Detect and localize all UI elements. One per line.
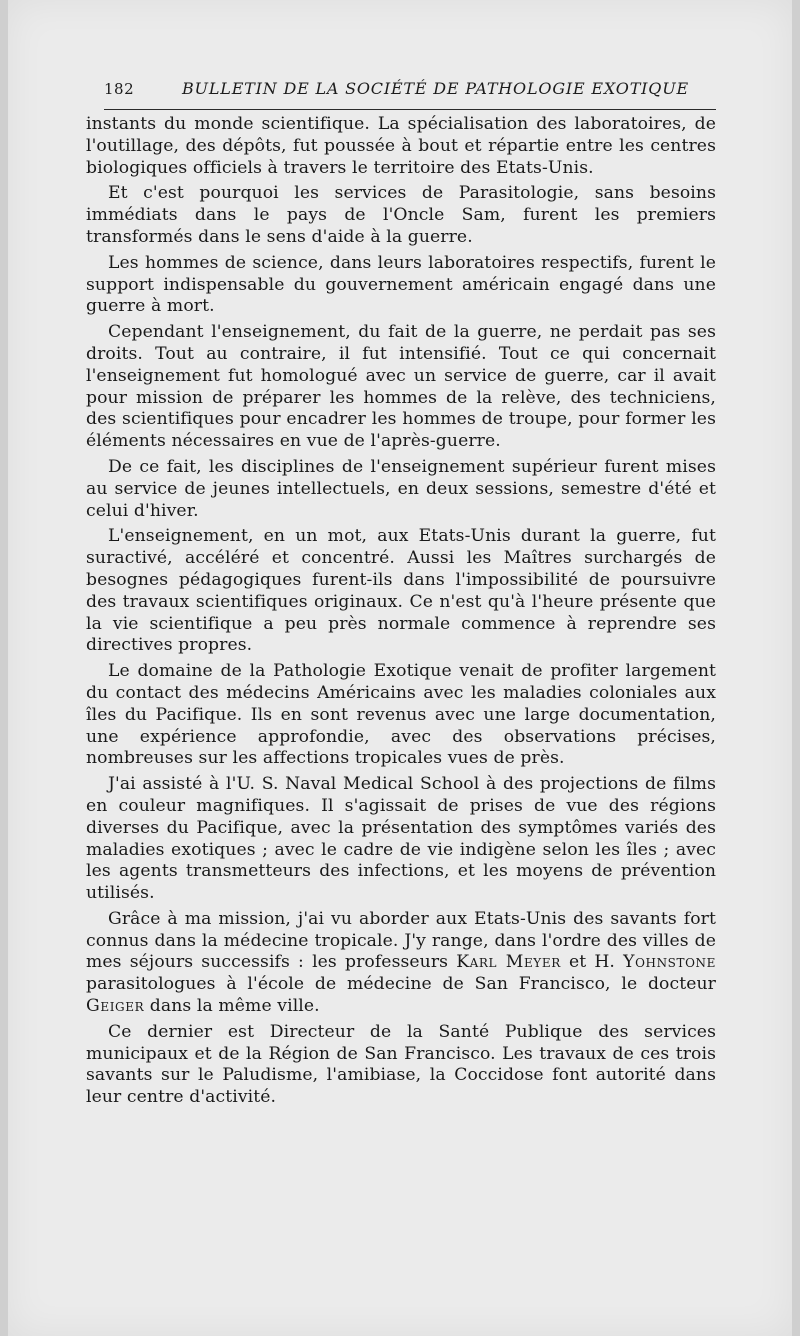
page-header (104, 76, 716, 108)
header-rule (104, 109, 716, 110)
paragraph: Et c'est pourquoi les services de Parasitologie, sans besoins immédiats dans le pays de l'Oncle Sam, furent les premiers transformés dans le sens d'aide à la guerre. (86, 183, 716, 247)
paragraph: Les hommes de science, dans leurs laboratoires respectifs, furent le support indispensable du gouvernement américain engagé dans une guerre à mort. (86, 252, 716, 317)
running-title: BULLETIN DE LA SOCIÉTÉ DE PATHOLOGIE EXOTIQUE (182, 79, 689, 98)
page-number: 182 (104, 80, 135, 98)
paragraph: L'enseignement, en un mot, aux Etats-Unis durant la guerre, fut suractivé, accéléré et concentré. Aussi les Maîtres surchargés de besognes pédagogiques furent-ils dans l'impossibilité de poursuivre des travaux scientifiques originaux. Ce n'est qu'à l'heure présente que la vie scientifique a peu près normale commence à reprendre ses directives propres. (86, 526, 716, 656)
body-text (86, 114, 716, 1113)
person-name: Yohnstone (623, 952, 716, 973)
text-run: dans la même ville. (144, 996, 320, 1017)
person-name: Geiger (86, 996, 145, 1017)
paragraph: Ce dernier est Directeur de la Santé Publique des services municipaux et de la Région de San Francisco. Les travaux de ces trois savants sur le Paludisme, l'amibiase, la Coccidose font autorité dans leur centre d'activité. (86, 1021, 716, 1108)
text-run: parasitologues à l'école de médecine de San Francisco, le docteur (86, 974, 716, 995)
paragraph: De ce fait, les disciplines de l'enseignement supérieur furent mises au service de jeunes intellectuels, en deux sessions, semestre d'été et celui d'hiver. (86, 456, 716, 521)
paragraph: Cependant l'enseignement, du fait de la guerre, ne perdait pas ses droits. Tout au contraire, il fut intensifié. Tout ce qui concernait l'enseignement fut homologué avec un service de guerre, car il avait pour mission de préparer les hommes de la relève, des techniciens, des scientifiques pour encadrer les hommes de troupe, pour former les éléments nécessaires en vue de l'après-guerre. (86, 322, 716, 452)
text-run: Grâce à ma mission, j'ai vu aborder aux Etats-Unis des savants fort connus dans la médecine tropicale. J'y range, dans l'ordre des villes de mes séjours successifs : les professeurs (86, 908, 716, 973)
paragraph (86, 909, 716, 1018)
paragraph: instants du monde scientifique. La spécialisation des laboratoires, de l'outillage, des dépôts, fut poussée à bout et répartie entre les centres biologiques officiels à travers le territoire des Etats-Unis. (86, 114, 716, 178)
document-page (8, 0, 792, 1336)
paragraph: J'ai assisté à l'U. S. Naval Medical School à des projections de films en couleur magnifiques. Il s'agissait de prises de vue des régions diverses du Pacifique, avec la présentation des symptômes variés des maladies exotiques ; avec le cadre de vie indigène selon les îles ; avec les agents transmetteurs des infections, et les moyens de prévention utilisés. (86, 774, 716, 904)
paragraph: Le domaine de la Pathologie Exotique venait de profiter largement du contact des médecins Américains avec les maladies coloniales aux îles du Pacifique. Ils en sont revenus avec une large documentation, une expérience approfondie, avec des observations précises, nombreuses sur les affections tropicales vues de près. (86, 661, 716, 769)
person-name: Karl Meyer (456, 952, 561, 973)
text-run: et H. (560, 952, 624, 973)
